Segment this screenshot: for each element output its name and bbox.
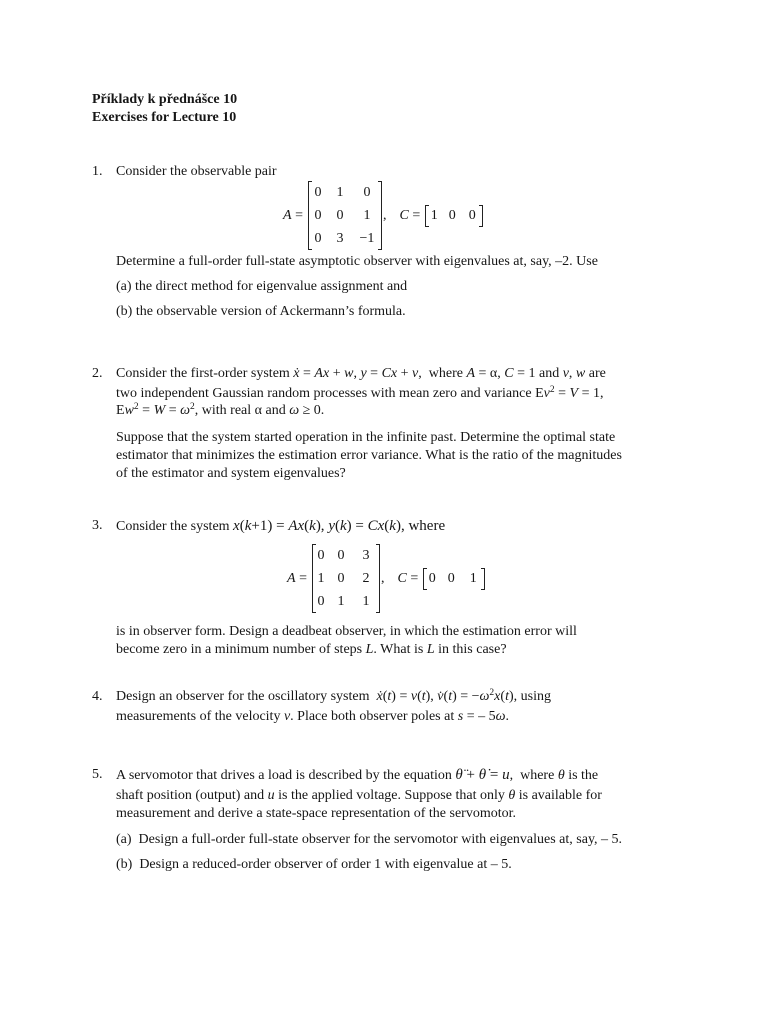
title-english: Exercises for Lecture 10: [92, 110, 237, 125]
text-run: ) = −: [452, 689, 480, 704]
vector-left-bracket: [423, 568, 427, 590]
math-symbol: Ax: [288, 518, 305, 534]
math-symbol: v: [283, 709, 291, 724]
exercise-number: 1.: [92, 164, 103, 179]
exercise-1-line: [116, 253, 598, 271]
math-symbol: V: [569, 386, 579, 401]
text-run: ,: [568, 366, 576, 381]
separator-comma: ,: [382, 207, 387, 223]
exercise-3-line: [116, 641, 507, 659]
vector-c-label: [399, 207, 420, 225]
text-run: is the: [564, 768, 599, 783]
math-symbol: v: [562, 366, 569, 381]
text-run: Consider the first-order system: [116, 366, 294, 381]
math-symbol: k: [389, 518, 396, 534]
text-run: ), where: [395, 518, 446, 534]
text-run: Consider the system: [116, 519, 234, 534]
text-run: is in observer form. Design a deadbeat observer, in which the estimation error will: [116, 624, 577, 639]
math-symbol: L: [426, 642, 435, 657]
text-run: in this case?: [434, 642, 507, 657]
text-run: =: [299, 366, 315, 381]
text-run: Determine a full-order full-state asymptotic observer with eigenvalues at, say, –2. Use: [116, 254, 598, 269]
exercise-2-line: [116, 385, 603, 403]
text-run: +: [329, 366, 345, 381]
text-run: shaft position (output) and: [116, 788, 268, 803]
matrix-entry: 1: [363, 208, 371, 223]
text-run: are: [585, 366, 606, 381]
text-run: = – 5: [463, 709, 496, 724]
math-symbol: s: [457, 709, 464, 724]
math-symbol: ω: [180, 403, 191, 418]
math-symbol: t: [421, 689, 426, 704]
text-run: measurement and derive a state-space representation of the servomotor.: [116, 806, 517, 821]
text-run: . Place both observer poles at: [290, 709, 458, 724]
exercise-1-matrix-equation: [283, 181, 483, 250]
math-symbol: Ax: [314, 366, 330, 381]
text-run: =: [138, 403, 154, 418]
text-run: (: [500, 689, 506, 704]
text-run: =: [554, 386, 570, 401]
title-czech: Příklady k přednášce 10: [92, 92, 238, 107]
math-symbol: ω: [495, 709, 506, 724]
exercise-5-line: [116, 766, 598, 784]
matrix-entry: 0: [314, 185, 322, 200]
math-symbol: C: [399, 207, 409, 223]
text-run: +1) =: [251, 518, 289, 534]
exercise-number: 5.: [92, 767, 103, 782]
text-run: (: [239, 518, 245, 534]
math-symbol: W: [153, 403, 166, 418]
text-run: =: [291, 207, 303, 223]
text-run: = 1,: [578, 386, 604, 401]
exercise-2-paragraph-line: [116, 465, 346, 483]
matrix-a-label: [287, 570, 307, 588]
math-symbol: v̇: [437, 689, 444, 704]
text-run: =: [366, 366, 382, 381]
text-run: is available for: [515, 788, 602, 803]
vector-right-bracket: [479, 205, 483, 227]
text-run: ),: [315, 518, 329, 534]
text-run: of the estimator and system eigenvalues?: [116, 466, 346, 481]
text-run: (: [384, 518, 390, 534]
exercise-number: 2.: [92, 366, 103, 381]
math-symbol: ẋ: [376, 689, 383, 704]
text-run: +: [462, 767, 479, 783]
matrix-right-bracket: [378, 181, 382, 250]
matrix-entry: 3: [336, 231, 344, 246]
matrix-entry: 0: [337, 571, 345, 586]
text-run: (: [334, 518, 340, 534]
math-symbol: y: [360, 366, 367, 381]
math-symbol: θ: [508, 788, 516, 803]
text-run: +: [397, 366, 413, 381]
exercise-4-line: [116, 688, 551, 706]
matrix-a: [308, 181, 382, 250]
math-symbol: ω: [479, 689, 490, 704]
math-symbol: k: [309, 518, 316, 534]
exercise-5-line: [116, 787, 602, 805]
superscript: 2: [489, 688, 495, 698]
text-run: , where: [418, 366, 467, 381]
text-run: estimator that minimizes the estimation error variance. What is the ratio of the magnitudes: [116, 448, 622, 463]
separator-comma: ,: [380, 570, 385, 586]
math-symbol: A: [466, 366, 476, 381]
exercise-1-intro: [116, 163, 277, 181]
matrix-a-label: [283, 207, 303, 225]
matrix-entry: 0: [314, 231, 322, 246]
superscript: 2: [190, 402, 195, 412]
text-run: ) =: [346, 518, 368, 534]
exercise-number: 4.: [92, 689, 103, 704]
text-run: E: [116, 403, 125, 418]
matrix-a-entries: [315, 544, 377, 613]
math-symbol: t: [387, 689, 392, 704]
matrix-left-bracket: [308, 181, 312, 250]
matrix-right-bracket: [376, 544, 380, 613]
matrix-left-bracket: [312, 544, 316, 613]
text-run: = α,: [475, 366, 505, 381]
vector-c-entries: [426, 568, 482, 590]
math-symbol: ω: [289, 403, 300, 418]
math-symbol: y: [328, 518, 335, 534]
text-run: = 1 and: [513, 366, 563, 381]
text-run: (a) Design a full-order full-state observer for the servomotor with eigenvalues at, say, – 5.: [116, 832, 623, 847]
matrix-entry: 1: [469, 570, 477, 586]
exercise-2-line: [116, 365, 606, 383]
math-symbol: θ̇: [478, 767, 487, 783]
text-run: A servomotor that drives a load is described by the equation: [116, 768, 456, 783]
exercise-4-line: [116, 708, 509, 726]
superscript: 2: [549, 385, 555, 395]
text-run: Consider the observable pair: [116, 164, 277, 179]
matrix-entry: 0: [317, 594, 325, 609]
math-symbol: Cx: [367, 518, 385, 534]
exercise-1-part-b: [116, 303, 406, 321]
superscript: 2: [133, 402, 139, 412]
text-run: . What is: [373, 642, 427, 657]
math-symbol: A: [287, 570, 296, 586]
text-run: .: [505, 709, 509, 724]
math-symbol: x: [233, 518, 240, 534]
matrix-entry: 0: [336, 208, 344, 223]
math-symbol: x: [494, 689, 501, 704]
matrix-entry: 2: [362, 571, 370, 586]
matrix-entry: 3: [362, 548, 370, 563]
math-symbol: u: [267, 788, 275, 803]
matrix-entry: 0: [363, 185, 371, 200]
text-run: =: [408, 207, 421, 223]
text-run: =: [406, 570, 419, 586]
math-symbol: t: [448, 689, 453, 704]
vector-c-label: [397, 570, 418, 588]
exercise-5-part-a: [116, 831, 622, 849]
matrix-entry: 1: [336, 185, 344, 200]
matrix-a-entries: [311, 181, 379, 250]
exercise-1-part-a: [116, 278, 407, 296]
math-symbol: L: [365, 642, 374, 657]
exercise-3-matrix-equation: [287, 544, 485, 613]
exercise-number: 3.: [92, 518, 103, 533]
matrix-entry: 1: [362, 594, 370, 609]
vector-right-bracket: [481, 568, 485, 590]
math-symbol: w: [575, 366, 586, 381]
matrix-entry: 0: [337, 548, 345, 563]
exercise-3-line: [116, 623, 577, 641]
text-run: Suppose that the system started operation in the infinite past. Determine the optimal state: [116, 430, 616, 445]
matrix-entry: 1: [337, 594, 345, 609]
text-run: =: [295, 570, 307, 586]
text-run: two independent Gaussian random processes with mean zero and variance E: [116, 386, 544, 401]
text-run: ),: [425, 689, 438, 704]
matrix-entry: 0: [428, 570, 436, 586]
math-symbol: ẋ: [293, 366, 300, 381]
vector-left-bracket: [425, 205, 429, 227]
text-run: (a) the direct method for eigenvalue assignment and: [116, 279, 408, 294]
text-run: Design an observer for the oscillatory system: [116, 689, 377, 704]
math-symbol: θ̈: [455, 767, 463, 783]
matrix-entry: 0: [314, 208, 322, 223]
text-run: (: [382, 689, 388, 704]
vector-c-entries: [428, 205, 480, 227]
text-run: is the applied voltage. Suppose that only: [274, 788, 509, 803]
exercise-2-line: [116, 402, 324, 420]
text-run: ), using: [508, 689, 551, 704]
math-symbol: t: [505, 689, 509, 704]
exercise-3-intro: [116, 517, 445, 535]
matrix-entry: 1: [317, 571, 325, 586]
math-symbol: C: [504, 366, 514, 381]
vector-c: [425, 205, 483, 227]
matrix-entry: 0: [468, 207, 476, 223]
text-run: , with real α and: [194, 403, 290, 418]
matrix-entry: 0: [317, 548, 325, 563]
matrix-a: [312, 544, 380, 613]
math-symbol: w: [344, 366, 354, 381]
text-run: (: [417, 689, 422, 704]
text-run: measurements of the velocity: [116, 709, 284, 724]
math-symbol: A: [283, 207, 292, 223]
exercise-5-line: [116, 805, 516, 823]
math-symbol: u: [502, 767, 510, 783]
text-run: =: [165, 403, 181, 418]
text-run: (: [443, 689, 449, 704]
math-symbol: w: [124, 403, 134, 418]
text-run: , where: [509, 768, 558, 783]
text-run: ,: [353, 366, 361, 381]
text-run: (: [304, 518, 310, 534]
math-symbol: k: [244, 518, 252, 534]
vector-c: [423, 568, 485, 590]
math-symbol: k: [339, 518, 347, 534]
text-run: ) =: [391, 689, 411, 704]
text-run: =: [486, 767, 503, 783]
matrix-entry: 0: [448, 207, 456, 223]
matrix-entry: −1: [359, 231, 375, 246]
matrix-entry: 1: [430, 207, 438, 223]
exercise-2-paragraph-line: [116, 429, 615, 447]
text-run: (b) the observable version of Ackermann’s formula.: [116, 304, 406, 319]
math-symbol: v: [410, 689, 418, 704]
matrix-entry: 0: [447, 570, 455, 586]
exercise-5-part-b: [116, 856, 512, 874]
text-run: become zero in a minimum number of steps: [116, 642, 366, 657]
math-symbol: θ: [557, 768, 565, 783]
text-run: (b) Design a reduced-order observer of order 1 with eigenvalue at – 5.: [116, 857, 512, 872]
math-symbol: C: [397, 570, 407, 586]
math-symbol: v: [543, 386, 550, 401]
math-symbol: v: [412, 366, 419, 381]
text-run: ≥ 0.: [299, 403, 325, 418]
math-symbol: Cx: [381, 366, 398, 381]
exercise-2-paragraph-line: [116, 447, 622, 465]
